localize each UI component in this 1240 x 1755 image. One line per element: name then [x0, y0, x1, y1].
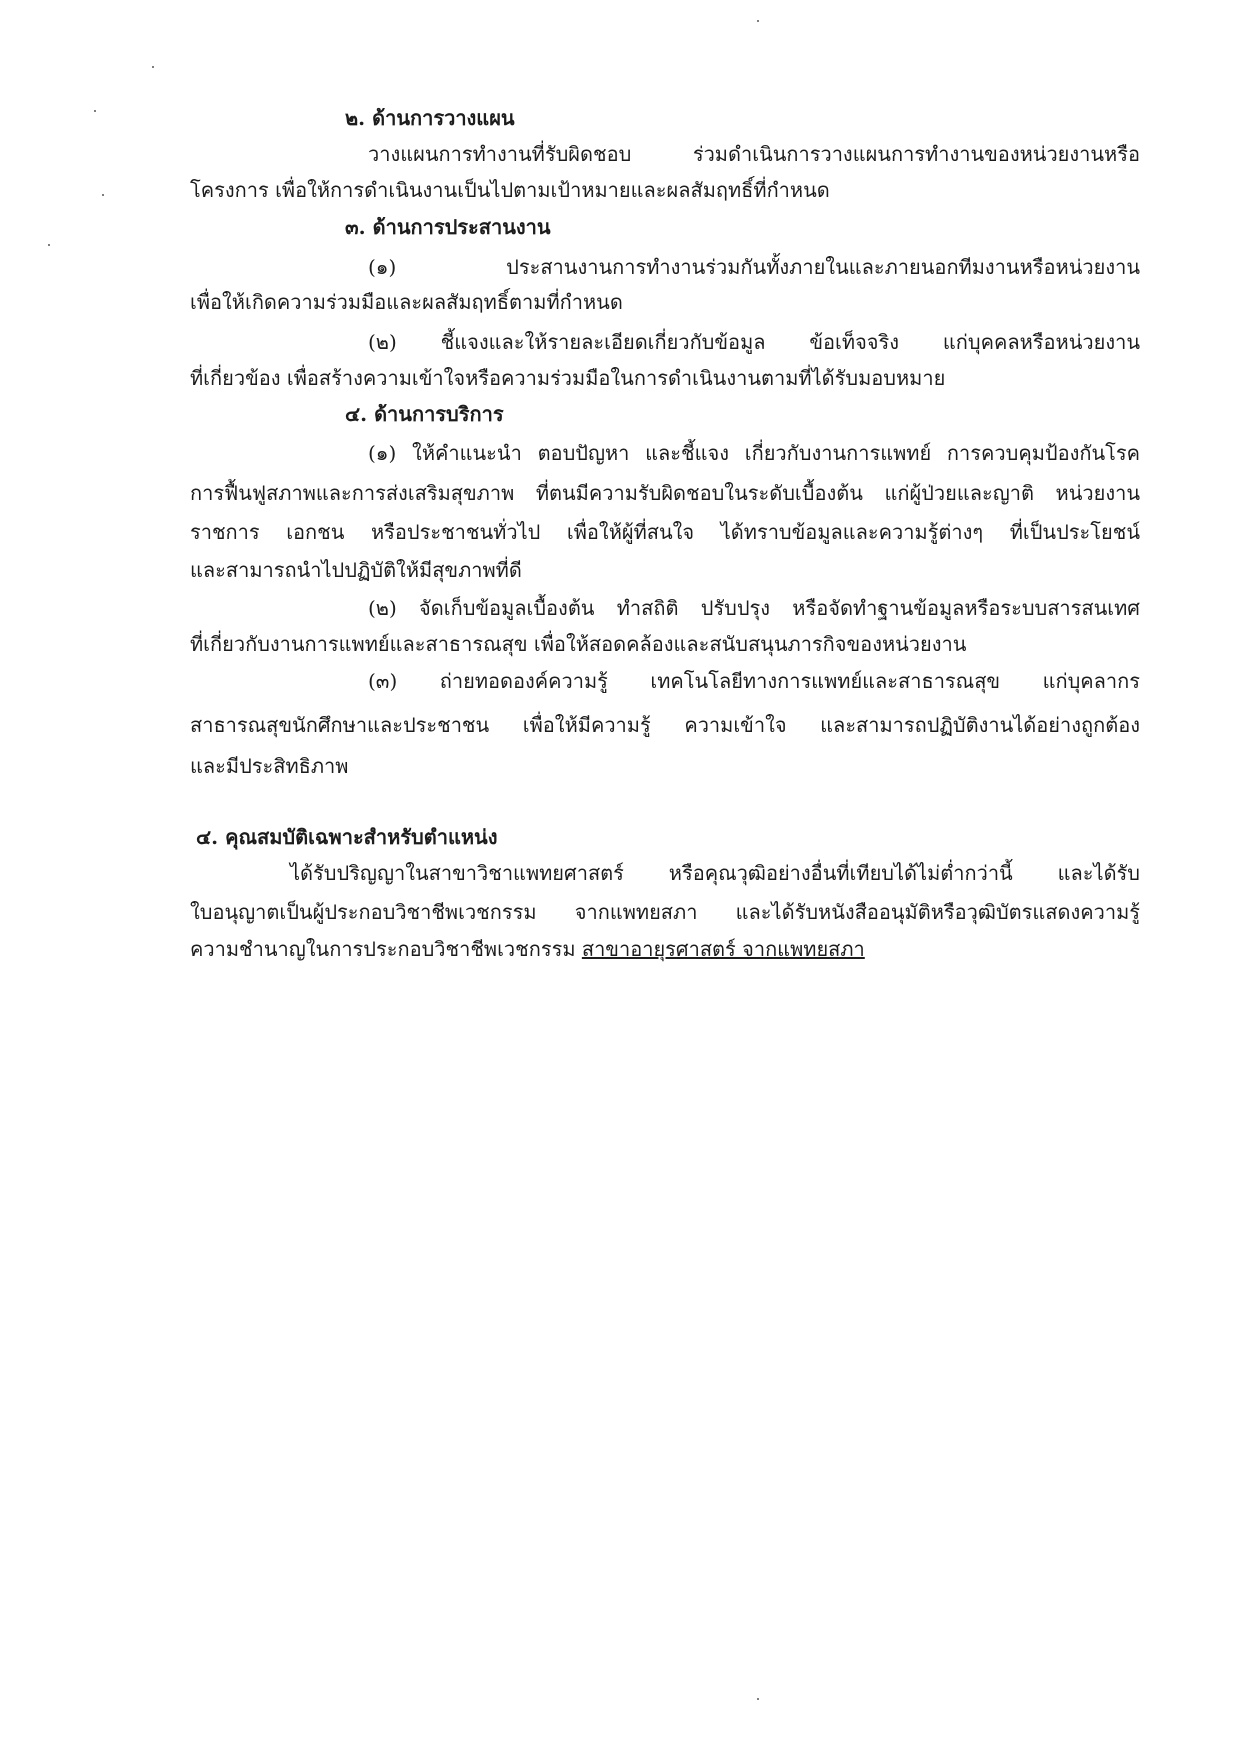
paragraph-line: (๑) ประสานงานการทำงานร่วมกันทั้งภายในและภายนอกทีมงานหรือหน่วยงาน [368, 255, 1140, 279]
paragraph-line: และสามารถนำไปปฏิบัติให้มีสุขภาพที่ดี [190, 558, 522, 582]
paragraph-line [190, 935, 1140, 963]
paragraph-line: (๑) ให้คำแนะนำ ตอบปัญหา และชี้แจง เกี่ยวกับงานการแพทย์ การควบคุมป้องกันโรค [368, 441, 1140, 465]
paragraph-line: (๒) จัดเก็บข้อมูลเบื้องต้น ทำสถิติ ปรับปรุง หรือจัดทำฐานข้อมูลหรือระบบสารสนเทศ [368, 596, 1140, 620]
paragraph-line: วางแผนการทำงานที่รับผิดชอบ ร่วมดำเนินการวางแผนการทำงานของหน่วยงานหรือ [368, 142, 1140, 166]
paragraph-text: ความชำนาญในการประกอบวิชาชีพเวชกรรม [190, 937, 582, 961]
paragraph-line: (๒) ชี้แจงและให้รายละเอียดเกี่ยวกับข้อมูล ข้อเท็จจริง แก่บุคคลหรือหน่วยงาน [368, 330, 1140, 354]
scan-speck [94, 110, 96, 112]
paragraph-line: ที่เกี่ยวกับงานการแพทย์และสาธารณสุข เพื่อให้สอดคล้องและสนับสนุนภารกิจของหน่วยงาน [190, 632, 967, 656]
paragraph-line: ใบอนุญาตเป็นผู้ประกอบวิชาชีพเวชกรรม จากแพทยสภา และได้รับหนังสืออนุมัติหรือวุฒิบัตรแสดงความรู้ [190, 900, 1140, 924]
paragraph-line: โครงการ เพื่อให้การดำเนินงานเป็นไปตามเป้าหมายและผลสัมฤทธิ์ที่กำหนด [190, 178, 830, 202]
paragraph-line: และมีประสิทธิภาพ [190, 754, 349, 778]
scan-speck [152, 66, 154, 68]
paragraph-line: เพื่อให้เกิดความร่วมมือและผลสัมฤทธิ์ตามที่กำหนด [190, 290, 623, 314]
underlined-specialty: สาขาอายุรศาสตร์ จากแพทยสภา [581, 937, 865, 961]
paragraph-line: ที่เกี่ยวข้อง เพื่อสร้างความเข้าใจหรือความร่วมมือในการดำเนินงานตามที่ได้รับมอบหมาย [190, 366, 946, 390]
scan-speck [48, 244, 50, 246]
scan-speck [757, 20, 759, 22]
section-heading-qualifications: ๔. คุณสมบัติเฉพาะสำหรับตำแหน่ง [196, 825, 498, 849]
section-heading-planning: ๒. ด้านการวางแผน [345, 106, 515, 130]
paragraph-line: ราชการ เอกชน หรือประชาชนทั่วไป เพื่อให้ผู้ที่สนใจ ได้ทราบข้อมูลและความรู้ต่างๆ ที่เป็นประโยชน์ [190, 520, 1140, 544]
paragraph-line: ได้รับปริญญาในสาขาวิชาแพทยศาสตร์ หรือคุณวุฒิอย่างอื่นที่เทียบได้ไม่ต่ำกว่านี้ และได้รับ [290, 861, 1140, 885]
paragraph-line: การฟื้นฟูสภาพและการส่งเสริมสุขภาพ ที่ตนมีความรับผิดชอบในระดับเบื้องต้น แก่ผู้ป่วยและญาติ หน่วยงาน [190, 481, 1140, 505]
scan-speck [757, 1698, 759, 1700]
paragraph-line: สาธารณสุขนักศึกษาและประชาชน เพื่อให้มีความรู้ ความเข้าใจ และสามารถปฏิบัติงานได้อย่างถูกต้อง [190, 713, 1140, 737]
section-heading-coordination: ๓. ด้านการประสานงาน [345, 215, 551, 239]
scan-speck [102, 194, 104, 196]
section-heading-service: ๔. ด้านการบริการ [345, 402, 504, 426]
paragraph-line: (๓) ถ่ายทอดองค์ความรู้ เทคโนโลยีทางการแพทย์และสาธารณสุข แก่บุคลากร [368, 669, 1140, 693]
